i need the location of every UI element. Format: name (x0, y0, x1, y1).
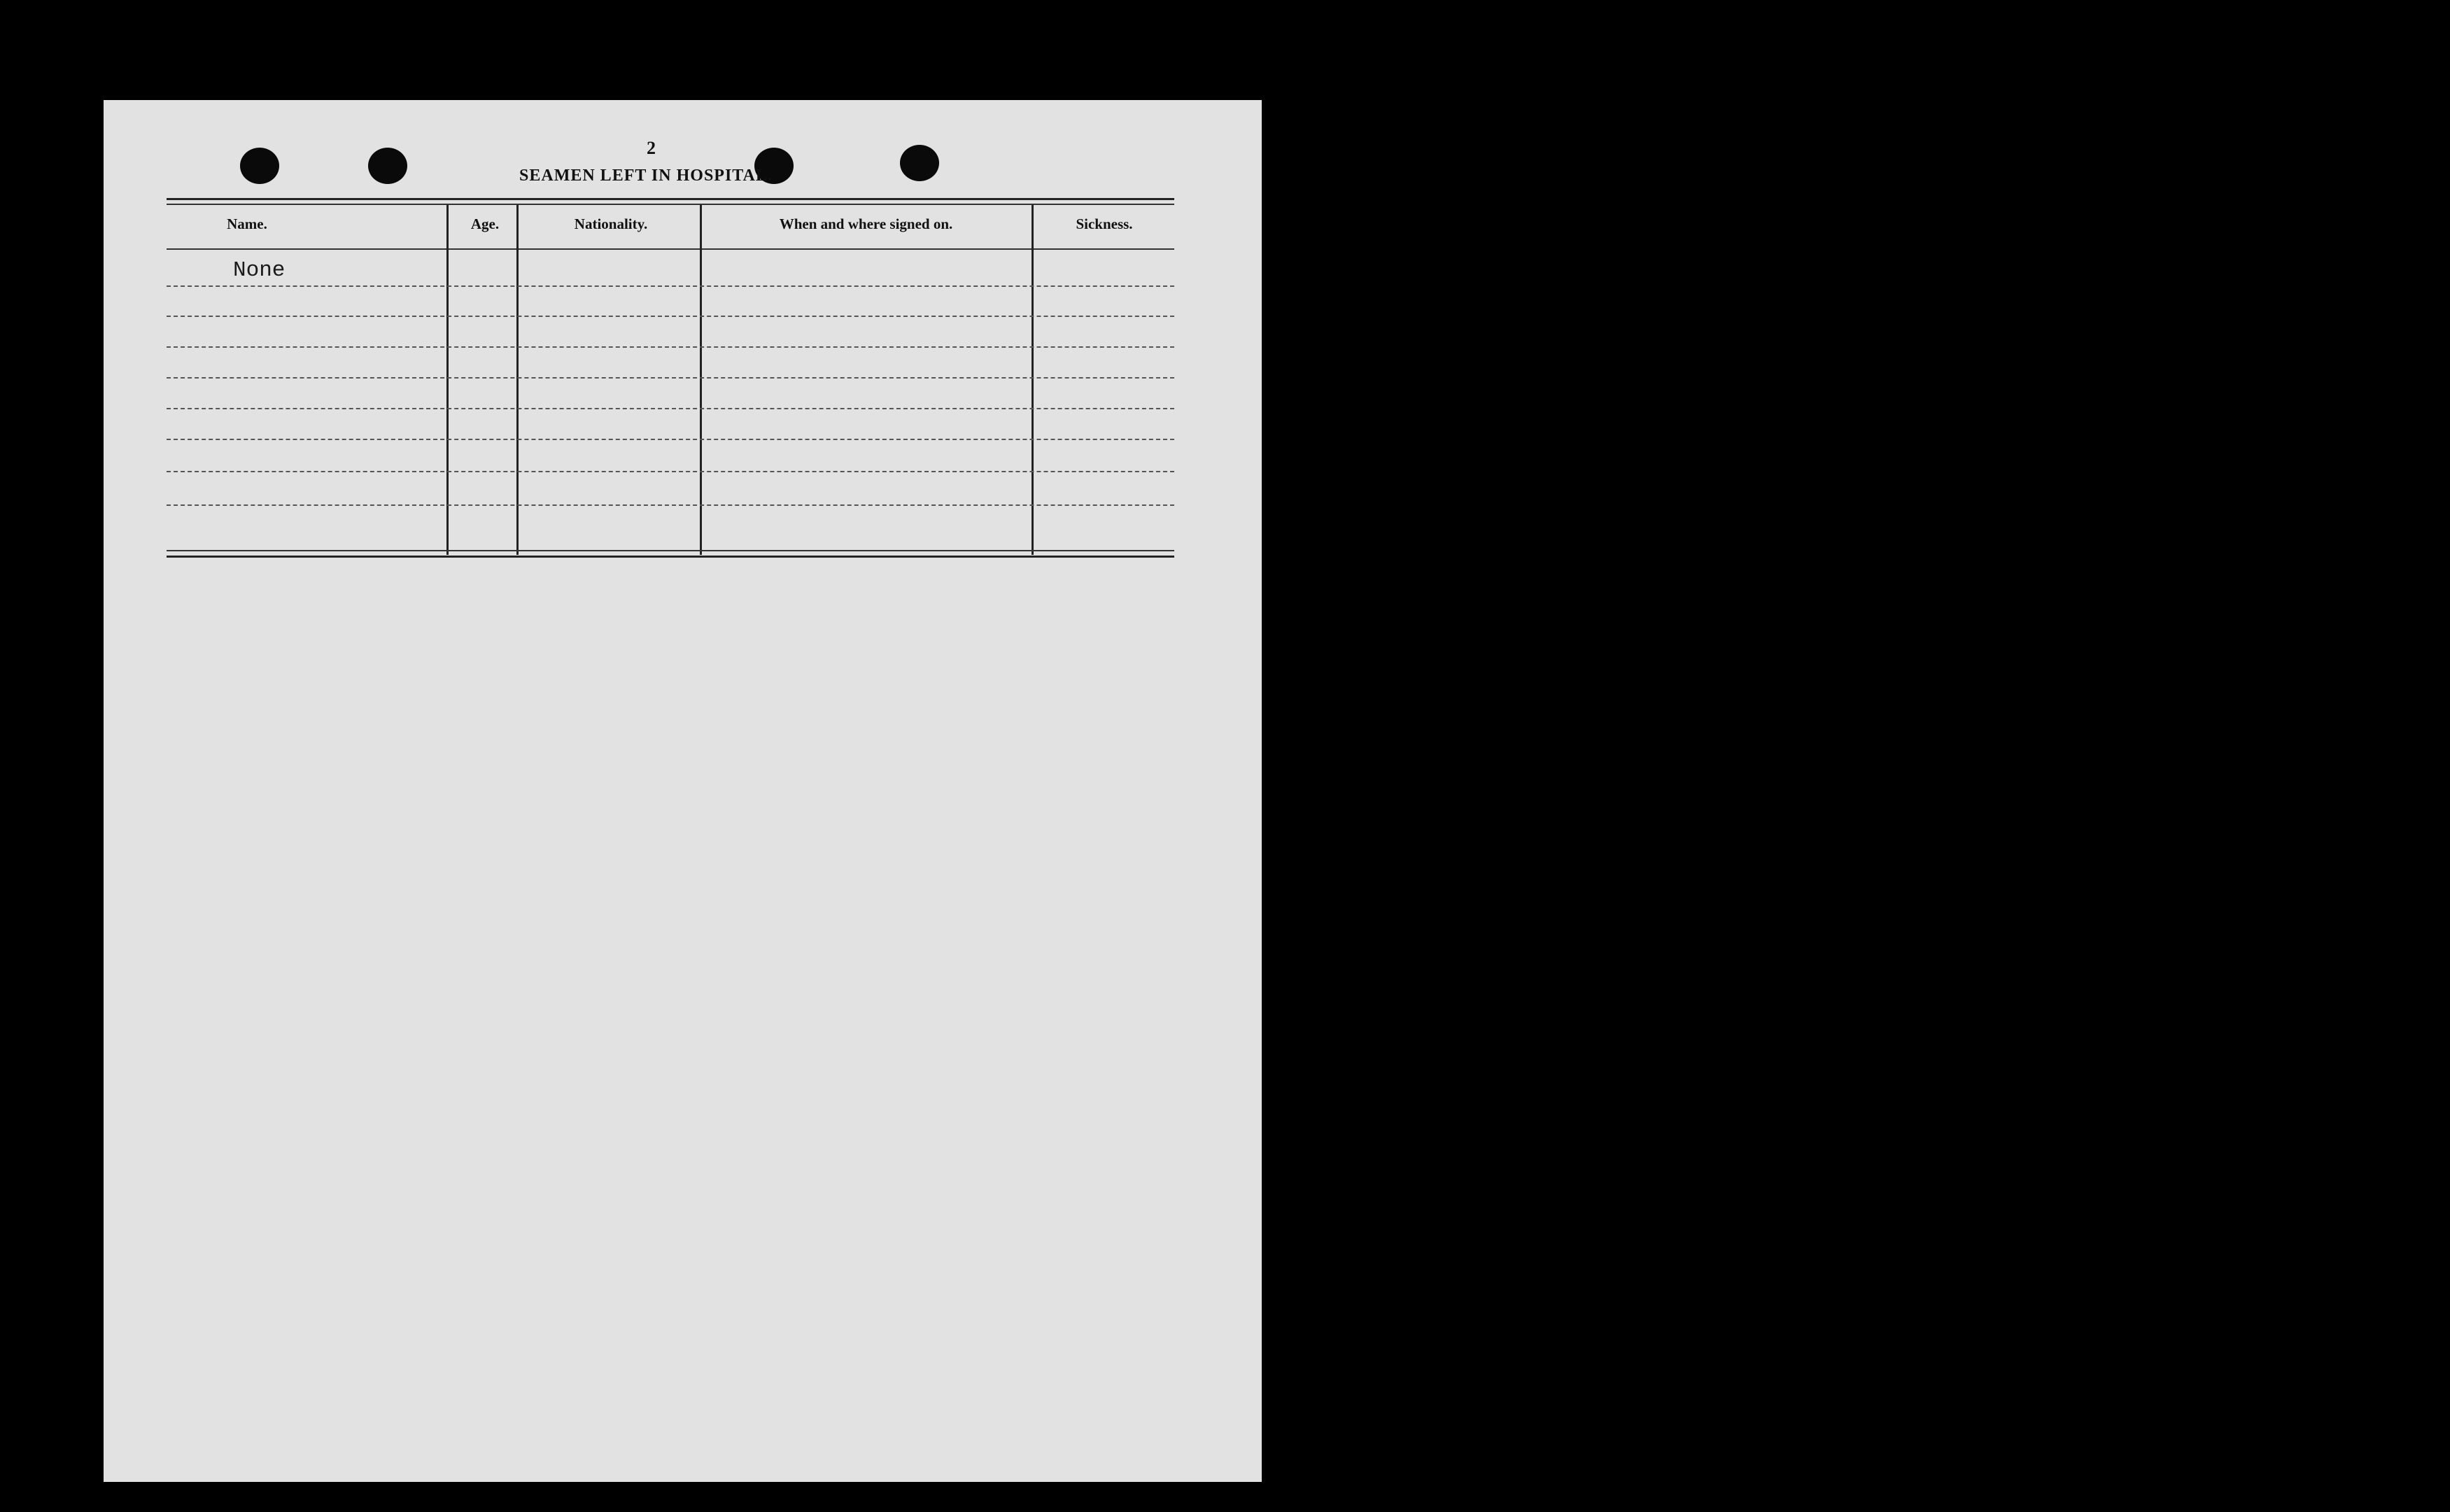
divider (167, 198, 1174, 200)
column-header-sickness: Sickness. (1076, 216, 1133, 232)
divider (167, 204, 1174, 205)
column-header-age: Age. (470, 216, 500, 232)
column-header-name: Name. (227, 216, 267, 232)
entry-line (167, 346, 1174, 348)
entry-line (167, 285, 1174, 287)
hospital-section-title: SEAMEN LEFT IN HOSPITAL. (519, 167, 773, 185)
entry-line (167, 408, 1174, 409)
column-divider (700, 205, 702, 555)
punch-hole (900, 145, 939, 181)
entry-line (167, 377, 1174, 379)
column-divider (516, 205, 519, 555)
hospital-entry-name: None (233, 258, 286, 283)
punch-hole (240, 148, 279, 184)
column-header-signed-on: When and where signed on. (779, 216, 953, 232)
entry-line (167, 504, 1174, 506)
entry-line (167, 471, 1174, 472)
entry-line (167, 316, 1174, 317)
divider (167, 556, 1174, 558)
punch-hole (368, 148, 407, 184)
page-number: 2 (647, 138, 656, 158)
header-underline (167, 248, 1174, 250)
column-divider (1032, 205, 1034, 555)
entry-line (167, 439, 1174, 440)
left-page (104, 100, 1262, 1482)
column-divider (446, 205, 449, 555)
divider (167, 550, 1174, 551)
column-header-nationality: Nationality. (574, 216, 648, 232)
